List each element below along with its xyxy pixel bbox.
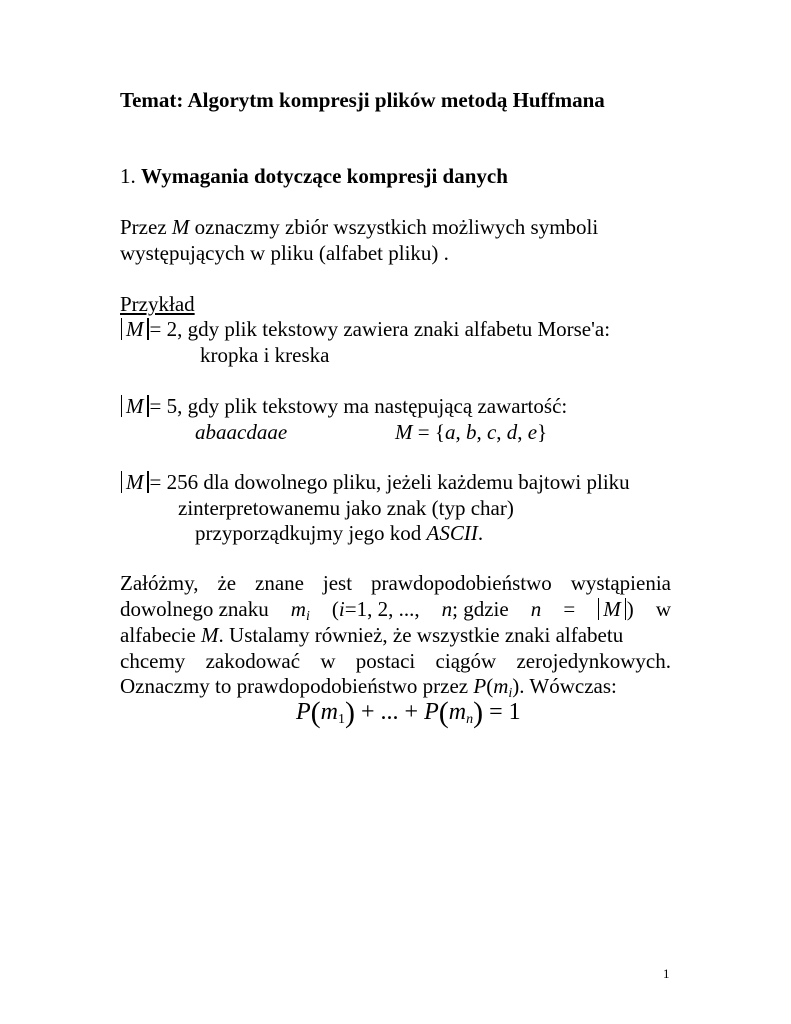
set-element: d: [506, 420, 518, 444]
intro-line-2: występujących w pliku (alfabet pliku) .: [120, 241, 449, 265]
cardinality-M: M: [120, 469, 150, 495]
paren: ): [626, 597, 634, 621]
symbol-m: m: [320, 699, 339, 725]
para-text: alfabecie: [120, 623, 202, 647]
probability-sum-formula: [296, 696, 521, 733]
paragraph-line-1: Załóżmy, że znane jest prawdopodobieństwo wystąpienia: [120, 571, 671, 595]
cardinality-M: M: [597, 596, 627, 622]
example-3-continuation-1: zinterpretowanemu jako znak (typ char): [178, 496, 514, 520]
subscript-i: i: [508, 686, 513, 701]
intro-text: oznaczmy zbiór wszystkich możliwych symboli: [189, 215, 599, 239]
alphabet-set: [395, 419, 547, 445]
intro-text: Przez: [120, 215, 172, 239]
example-3-text: przyporządkujmy jego kod: [195, 521, 427, 545]
paragraph-line-4: chcemy zakodować w postaci ciągów zerojedynkowych.: [120, 649, 671, 673]
symbol-P: P: [424, 699, 439, 725]
subscript-1: 1: [338, 712, 346, 727]
page-title: Temat: Algorytm kompresji plików metodą Huffmana: [120, 88, 605, 112]
set-sep: ,: [496, 420, 507, 444]
example-3: [120, 469, 630, 495]
paren-open: (: [310, 696, 321, 729]
symbol-M: M: [201, 623, 219, 647]
symbol-M: M: [171, 215, 190, 239]
equals: =: [563, 597, 576, 621]
paren: (: [486, 674, 494, 698]
set-sep: ,: [517, 420, 528, 444]
example-3-continuation-2: [195, 520, 483, 546]
symbol-n-text: n: [441, 597, 453, 621]
set-element: a: [444, 420, 456, 444]
para-text: w: [655, 597, 671, 621]
symbol-m: m: [290, 597, 306, 621]
cardinality-M: M: [120, 316, 150, 342]
section-title: Wymagania dotyczące kompresji danych: [141, 164, 508, 188]
example-1-continuation: kropka i kreska: [200, 343, 330, 367]
section-1-heading: [120, 163, 508, 189]
example-label: Przykład: [120, 292, 195, 316]
section-number: 1.: [120, 164, 136, 188]
paren-open: (: [438, 696, 449, 729]
subscript-n: n: [466, 712, 474, 727]
para-text: ). Wówczas:: [512, 674, 617, 698]
intro-line-1: [120, 214, 598, 240]
para-text: ; gdzie: [452, 597, 509, 621]
paren-close: ): [473, 696, 484, 729]
symbol-m: m: [448, 699, 467, 725]
set-element: b: [465, 420, 477, 444]
example-2: [120, 393, 567, 419]
equals-one: = 1: [489, 699, 521, 725]
page-number: 1: [663, 966, 670, 981]
example-1: [120, 316, 610, 342]
plus-ellipsis: + ... +: [361, 699, 419, 725]
symbol-m: m: [493, 674, 509, 698]
set-element: c: [486, 420, 497, 444]
example-3-text: .: [477, 521, 484, 545]
paragraph-line-3: [120, 622, 671, 648]
ascii-term: ASCII: [426, 521, 478, 545]
set-sep: ,: [476, 420, 487, 444]
symbol-P: P: [473, 674, 487, 698]
set-element: e: [527, 420, 538, 444]
cardinality-M: M: [120, 393, 150, 419]
para-text: =1, 2, ...,: [344, 597, 420, 621]
para-text: . Ustalamy również, że wszystkie znaki alfabetu: [218, 623, 624, 647]
paren-close: ): [345, 696, 356, 729]
example-1-text: = 2, gdy plik tekstowy zawiera znaki alfabetu Morse'a:: [149, 317, 611, 341]
symbol-i: i: [338, 597, 345, 621]
paren: (: [331, 597, 339, 621]
set-sep: ,: [455, 420, 466, 444]
symbol-M: M: [395, 420, 413, 444]
subscript-i: i: [305, 609, 310, 624]
set-close: }: [537, 420, 548, 444]
symbol-P: P: [296, 699, 311, 725]
example-3-text: = 256 dla dowolnego pliku, jeżeli każdemu bajtowi pliku: [149, 470, 630, 494]
para-text: [120, 622, 623, 648]
set-open: = {: [412, 420, 445, 444]
example-2-text: = 5, gdy plik tekstowy ma następującą zawartość:: [149, 394, 568, 418]
para-text: Oznaczmy to prawdopodobieństwo przez: [120, 674, 474, 698]
symbol-n: n: [530, 597, 542, 621]
example-2-content: abaacdaae: [195, 420, 288, 444]
para-text: dowolnego znaku: [120, 597, 269, 621]
